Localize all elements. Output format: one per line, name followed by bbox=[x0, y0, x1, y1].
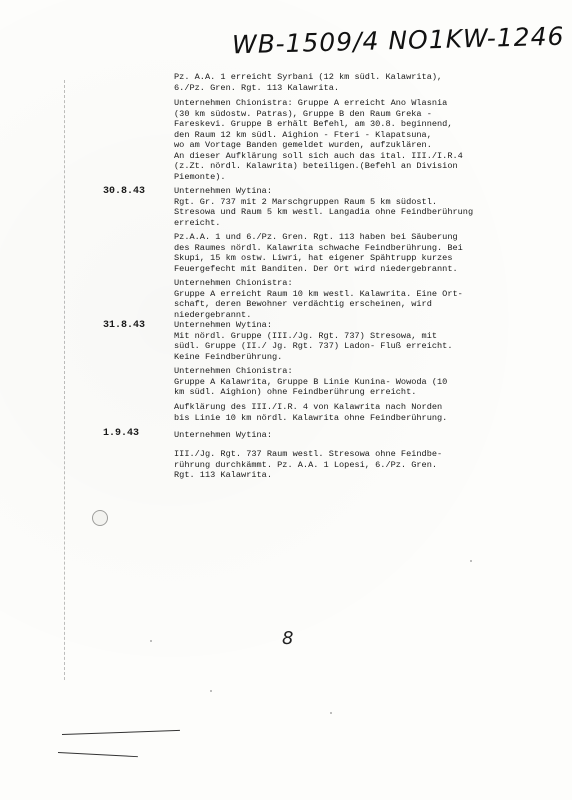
entry-paragraph: III./Jg. Rgt. 737 Raum westl. Stresowa ohne Feindbe- rührung durchkämmt. Pz. A.A. 1 Lopesi, 6./Pz. Gren. Rgt. 113 Kalawrita. bbox=[174, 449, 443, 480]
scan-speck bbox=[150, 640, 152, 642]
entry-date: 30.8.43 bbox=[103, 186, 146, 197]
scan-speck bbox=[210, 690, 212, 692]
entry-paragraph: Unternehmen Wytina: bbox=[174, 430, 272, 440]
entry-date: 31.8.43 bbox=[103, 320, 146, 331]
punch-hole bbox=[92, 510, 108, 526]
ink-stroke bbox=[62, 730, 180, 736]
entry-date: 1.9.43 bbox=[103, 428, 140, 439]
entry-paragraph: Aufklärung des III./I.R. 4 von Kalawrita nach Norden bis Linie 10 km nördl. Kalawrita ohne Feindberührung. bbox=[174, 402, 448, 423]
entry-paragraph: Pz. A.A. 1 erreicht Syrbani (12 km südl. Kalawrita), 6./Pz. Gren. Rgt. 113 Kalawrita. bbox=[174, 72, 443, 93]
handwritten-page-mark: 8 bbox=[282, 628, 294, 649]
entry-paragraph: Unternehmen Chionistra: Gruppe A erreicht Ano Wlasnia (30 km südostw. Patras), Gruppe B den Raum Greka - Fareskevi. Gruppe B erhält Befehl, am 30.8. beginnend, den Raum 12 km südl. Aighion - Fteri - Klapatsuna, wo am Vortage Banden gemeldet wurden, aufzuklären. An dieser Aufklärung soll sich auch das ital. III./I.R.4 (z.Zt. nördl. Kalawrita) beteiligen.(Befehl an Division Piemonte). bbox=[174, 98, 463, 182]
scan-fold-line bbox=[64, 80, 66, 680]
entry-paragraph: Unternehmen Chionistra: Gruppe A erreicht Raum 10 km westl. Kalawrita. Eine Ort- schaft, deren Bewohner verdächtig erscheinen, wird niedergebrannt. bbox=[174, 278, 463, 320]
entry-paragraph: Unternehmen Chionistra: Gruppe A Kalawrita, Gruppe B Linie Kunina- Wowoda (10 km südl. Aighion) ohne Feindberührung erreicht. bbox=[174, 366, 448, 397]
ink-stroke bbox=[58, 752, 138, 758]
scan-speck bbox=[330, 712, 332, 714]
handwritten-reference: WB-1509/4 NO1KW-1246 bbox=[231, 21, 565, 60]
entry-paragraph: Unternehmen Wytina: Rgt. Gr. 737 mit 2 Marschgruppen Raum 5 km südostl. Stresowa und Raum 5 km westl. Langadia ohne Feindberührung erreicht. bbox=[174, 186, 474, 228]
entry-paragraph: Unternehmen Wytina: Mit nördl. Gruppe (III./Jg. Rgt. 737) Stresowa, mit südl. Gruppe (II./ Jg. Rgt. 737) Ladon- Fluß erreicht. Keine Feindberührung. bbox=[174, 320, 453, 362]
entry-paragraph: Pz.A.A. 1 und 6./Pz. Gren. Rgt. 113 haben bei Säuberung des Raumes nördl. Kalawrita schwache Feindberührung. Bei Skupi, 15 km ostw. Liwri, hat eigener Spähtrupp kurzes Feuergefecht mit Banditen. Der Ort wird niedergebrannt. bbox=[174, 232, 463, 274]
scan-speck bbox=[470, 560, 472, 562]
